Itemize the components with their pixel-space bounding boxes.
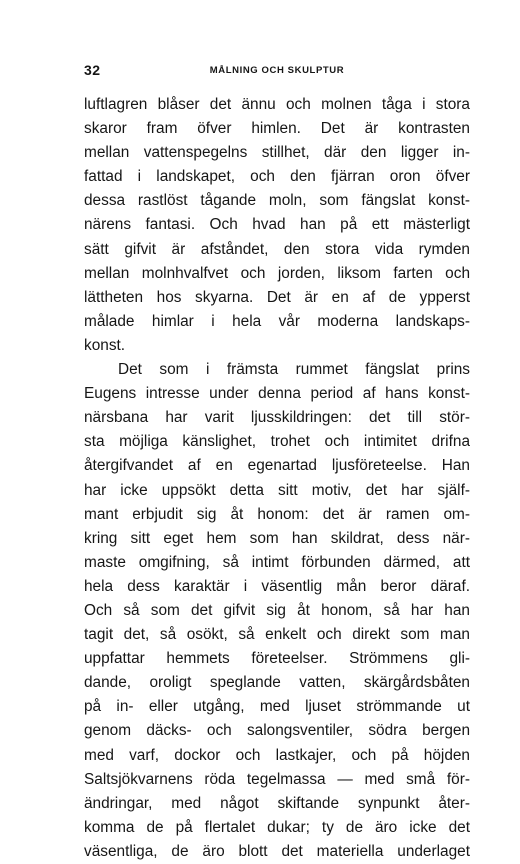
text-line: fattad i landskapet, och den fjärran oron öfver	[84, 168, 470, 186]
running-head: MÅLNING OCH SKULPTUR	[209, 65, 345, 76]
text-line: konst.	[84, 336, 126, 354]
text-line: mellan molnhvalfvet och jorden, liksom farten och	[84, 264, 470, 282]
text-line: tagit det, så osökt, så enkelt och direkt som man	[84, 626, 470, 644]
text-line: Saltsjökvarnens röda tegelmassa — med små för-	[84, 770, 470, 788]
text-line: maste omgifning, så intimt förbunden därmed, att	[84, 553, 470, 571]
text-line: hela dess karaktär i väsentlig mån beror däraf.	[84, 577, 470, 595]
page-header	[84, 62, 470, 82]
text-line: närens fantasi. Och hvad han på ett mästerligt	[84, 216, 470, 234]
text-line: har icke uppsökt detta sitt motiv, det har själf-	[84, 481, 470, 499]
text-line: luftlagren blåser det ännu och molnen tåga i stora	[84, 96, 470, 113]
text-line: ändringar, med något skiftande synpunkt åter-	[84, 794, 470, 812]
page-number: 32	[84, 62, 101, 78]
text-line: sätt gifvit är afståndet, den stora vida rymden	[84, 240, 470, 258]
text-line: med varf, dockor och lastkajer, och på höjden	[84, 746, 470, 764]
text-line: Det som i främsta rummet fängslat prins	[118, 361, 470, 379]
text-line: mellan vattenspegelns stillhet, där den ligger in-	[84, 144, 470, 162]
body-text	[84, 93, 470, 864]
text-line: dande, oroligt speglande vatten, skärgårdsbåten	[84, 674, 470, 692]
text-line: väsentliga, de äro blott det materiella underlaget	[84, 842, 470, 860]
text-line: Och så som det gifvit sig åt honom, så har han	[84, 601, 470, 619]
text-line: skaror fram öfver himlen. Det är kontrasten	[84, 120, 470, 138]
text-line: på in- eller utgång, med ljuset strömmande ut	[84, 698, 470, 716]
text-line: målade himlar i hela vår moderna landskaps-	[84, 312, 470, 330]
text-line: närsbana har varit ljusskildringen: det till stör-	[84, 409, 470, 427]
text-line: Eugens intresse under denna period af hans konst-	[84, 385, 470, 403]
text-line: dessa rastlöst tågande moln, som fängslat konst-	[84, 192, 470, 210]
text-line: kring sitt eget hem som han skildrat, dess när-	[84, 529, 470, 547]
text-line: återgifvandet af en egenartad ljusföreteelse. Han	[84, 457, 470, 475]
text-line: sta möjliga känslighet, trohet och intimitet drifna	[84, 433, 470, 451]
text-line: lättheten hos skyarna. Det är en af de ypperst	[84, 288, 470, 306]
text-line: uppfattar hemmets företeelser. Strömmens gli-	[84, 650, 470, 668]
text-line: genom däcks- och salongsventiler, södra bergen	[84, 722, 470, 740]
text-line: komma de på flertalet dukar; ty de äro icke det	[84, 818, 470, 836]
text-line: mant erbjudit sig åt honom: det är ramen om-	[84, 505, 470, 523]
